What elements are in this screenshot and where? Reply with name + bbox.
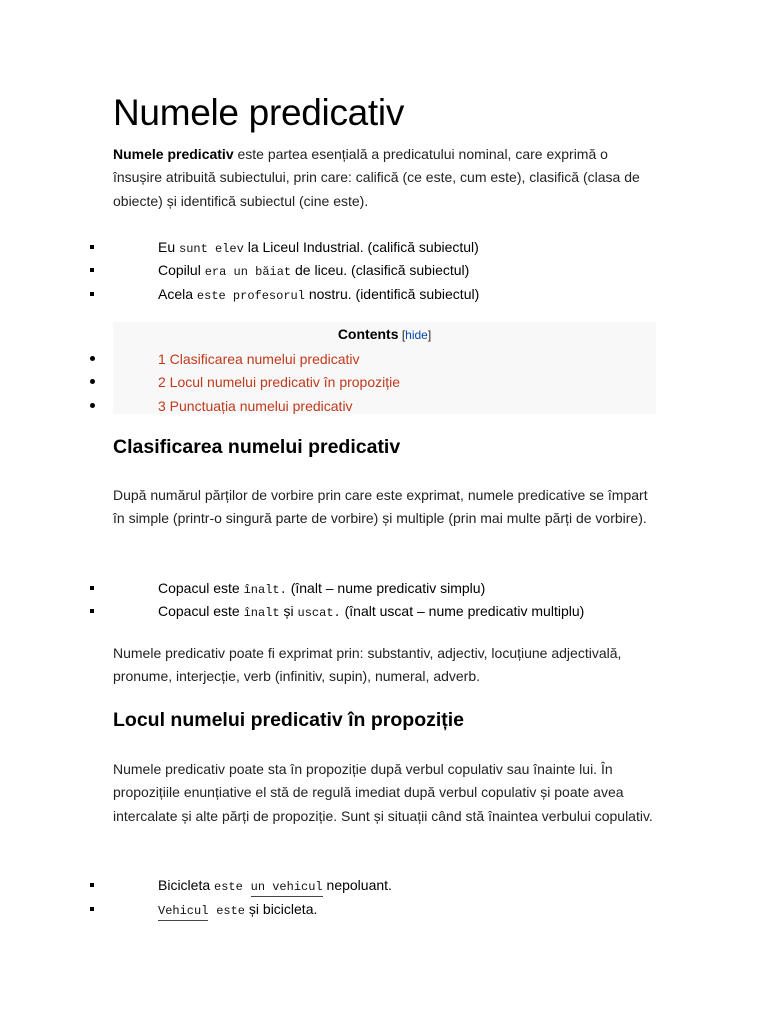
- toc-item[interactable]: [0, 371, 768, 393]
- square-bullet-icon: [90, 268, 94, 272]
- paragraph: După numărul părților de vorbire prin care este exprimat, numele predicative se împart în simple (printr-o singură parte de vorbire) și multiple (prin mai multe părți de vorbire).: [113, 487, 648, 527]
- square-bullet-icon: [90, 609, 94, 613]
- section-heading: Clasificarea numelui predicativ: [113, 436, 401, 458]
- example-code: era un băiat: [204, 265, 292, 279]
- example-code: înalt: [243, 606, 280, 620]
- square-bullet-icon: [90, 292, 94, 296]
- round-bullet-icon: [90, 356, 95, 361]
- paragraph: Numele predicativ poate sta în propoziție după verbul copulativ sau înainte lui. În propozițiile enunțiative el stă de regulă imediat după verbul copulativ și poate avea intercalate și alte părți de propoziție. Sunt și situații când stă înaintea verbului copulativ.: [113, 761, 653, 824]
- paragraph: Numele predicativ poate fi exprimat prin: substantiv, adjectiv, locuțiune adjectivală, pronume, interjecție, verb (infinitiv, supin), numeral, adverb.: [113, 645, 622, 685]
- toc-title: Contents [hide]: [337, 326, 432, 342]
- square-bullet-icon: [90, 245, 94, 249]
- page-title: Numele predicativ: [113, 92, 405, 133]
- toc-link[interactable]: 2 Locul numelui predicativ în propoziție: [158, 374, 401, 390]
- list-item: Vehicul este și bicicleta.: [0, 898, 768, 920]
- list-item: Copilul era un băiat de liceu. (clasifică subiectul): [0, 259, 768, 281]
- example-code: este profesorul: [196, 289, 305, 303]
- toc-item[interactable]: [0, 395, 768, 417]
- list-item: Bicicleta este un vehicul nepoluant.: [0, 874, 768, 896]
- list-item: Copacul este înalt și uscat. (înalt uscat – nume predicativ multiplu): [0, 600, 768, 622]
- example-code: este: [216, 904, 246, 918]
- intro-bold-term: Numele predicativ: [113, 146, 234, 162]
- intro-text: este partea esențială a predicatului nominal, care exprimă o însușire atribuită subiectului, prin care: califică (ce este, cum este), clasifică (clasa de obiecte) și identifică subiectul (cine este).: [113, 146, 640, 209]
- list-item: Copacul este înalt. (înalt – nume predicativ simplu): [0, 577, 768, 599]
- square-bullet-icon: [90, 907, 94, 911]
- toc-item[interactable]: [0, 348, 768, 370]
- round-bullet-icon: [90, 379, 95, 384]
- list-item: Eu sunt elev la Liceul Industrial. (califică subiectul): [0, 236, 768, 258]
- example-code: uscat.: [297, 606, 341, 620]
- example-code-underlined: Vehicul: [158, 904, 208, 921]
- round-bullet-icon: [90, 403, 95, 408]
- example-code: sunt elev: [179, 242, 244, 256]
- section-heading: Locul numelui predicativ în propoziție: [113, 709, 465, 731]
- square-bullet-icon: [90, 883, 94, 887]
- example-code: este: [214, 880, 243, 894]
- example-code-underlined: un vehicul: [251, 880, 323, 897]
- toc-link[interactable]: 1 Clasificarea numelui predicativ: [158, 351, 360, 367]
- intro-paragraph: [113, 143, 658, 213]
- square-bullet-icon: [90, 586, 94, 590]
- toc-link[interactable]: 3 Punctuația numelui predicativ: [158, 398, 353, 414]
- list-item: Acela este profesorul nostru. (identifică subiectul): [0, 283, 768, 305]
- example-code: înalt.: [243, 583, 287, 597]
- toc-hide-link[interactable]: hide: [405, 328, 428, 342]
